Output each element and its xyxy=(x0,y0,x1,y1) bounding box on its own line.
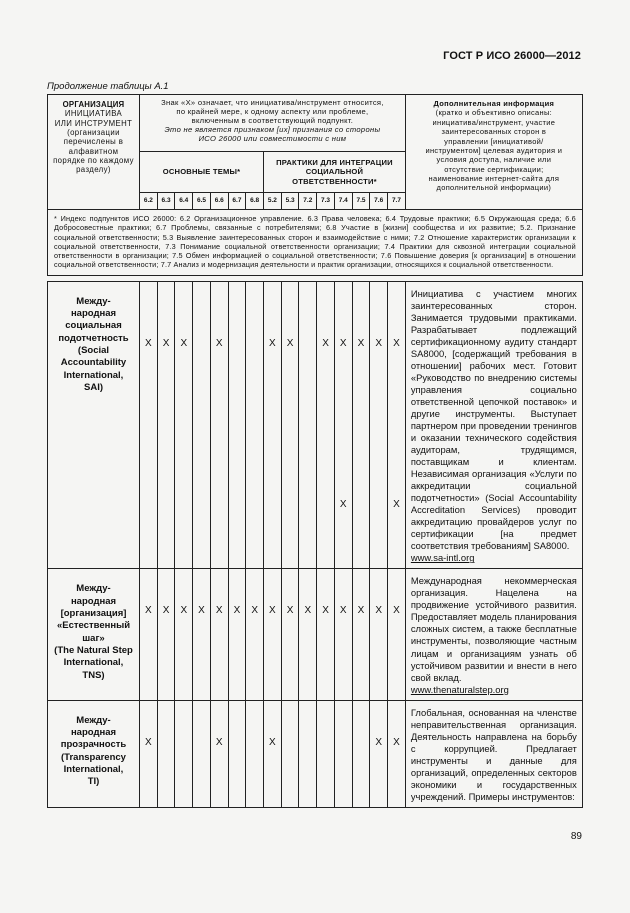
clause-number-cell: 7.5 xyxy=(352,193,370,210)
applicability-cell xyxy=(246,281,264,569)
table-continuation-caption: Продолжение таблицы А.1 xyxy=(47,81,169,92)
clause-number-cell: 5.3 xyxy=(281,193,299,210)
x-mark: X xyxy=(269,337,276,349)
applicability-cell xyxy=(246,700,264,807)
applicability-cell xyxy=(317,700,335,807)
applicability-cell xyxy=(370,281,388,569)
applicability-cell xyxy=(264,281,282,569)
applicability-cell xyxy=(210,569,228,700)
x-mark-explanation: Знак «X» означает, что инициатива/инструмент относится, по крайней мере, к одному аспекту или проблеме, включенным в соответствующий подпункт. Это не является признаком [их] признания со стороны ИСО 26000 или совместимости с ним xyxy=(140,95,406,152)
organization-name: Между- народная [организация] «Естественный шаг» (The Natural Step International, TNS) xyxy=(48,569,140,700)
description-text: Международная некоммерческая организация. Нацелена на продвижение устойчивого развития. Предоставляет модель планирования сложных систем, а также бесплатные инструменты, позволяющие частным лицам и организациям узнать об устойчивом развитии и внести в него свой вклад. xyxy=(410,575,577,683)
x-mark: X xyxy=(145,736,152,748)
x-mark: X xyxy=(162,337,170,349)
x-mark: X xyxy=(215,605,223,617)
table-row xyxy=(48,569,583,700)
applicability-cell xyxy=(370,569,388,700)
applicability-cell xyxy=(264,569,282,700)
clause-number-cell: 7.7 xyxy=(388,193,406,210)
additional-information xyxy=(405,281,582,569)
x-mark: X xyxy=(339,605,347,617)
organization-name: Между- народная социальная подотчетность (Social Accountability International, SAI) xyxy=(48,281,140,569)
applicability-cell xyxy=(157,700,175,807)
table-row xyxy=(48,281,583,569)
applicability-cell xyxy=(388,569,406,700)
applicability-cell xyxy=(281,569,299,700)
applicability-cell xyxy=(140,569,158,700)
applicability-cell xyxy=(334,700,352,807)
organization-name: Между- народная прозрачность (Transparency International, TI) xyxy=(48,700,140,807)
x-mark: X xyxy=(162,605,170,617)
applicability-cell xyxy=(299,700,317,807)
x-mark: X xyxy=(269,736,276,748)
clause-number-cell: 7.2 xyxy=(299,193,317,210)
applicability-cell xyxy=(388,281,406,569)
org-column-header: ОРГАНИЗАЦИЯ ИНИЦИАТИВА ИЛИ ИНСТРУМЕНТ (организации перечислены в алфавитном порядке по каждому разделу) xyxy=(48,95,140,210)
clause-number-cell: 7.6 xyxy=(370,193,388,210)
applicability-cell xyxy=(140,281,158,569)
applicability-cell xyxy=(264,700,282,807)
applicability-cell xyxy=(352,281,370,569)
applicability-cell xyxy=(388,700,406,807)
clause-number-cell: 6.7 xyxy=(228,193,246,210)
table-row xyxy=(48,700,583,807)
x-mark: X xyxy=(180,337,188,349)
applicability-cell xyxy=(228,569,246,700)
x-mark: X xyxy=(393,337,400,349)
clause-number-cell: 6.3 xyxy=(157,193,175,210)
applicability-cell xyxy=(210,281,228,569)
additional-information xyxy=(405,569,582,700)
applicability-cell xyxy=(175,569,193,700)
x-mark: X xyxy=(251,605,258,617)
applicability-cell xyxy=(193,569,211,700)
clause-number-cell: 6.5 xyxy=(193,193,211,210)
x-mark: X xyxy=(198,605,205,617)
x-mark: X xyxy=(339,337,347,349)
applicability-cell xyxy=(193,281,211,569)
standards-table xyxy=(47,94,583,808)
additional-information xyxy=(405,700,582,807)
clause-number-cell: 6.4 xyxy=(175,193,193,210)
applicability-cell xyxy=(299,569,317,700)
clause-number-cell: 6.2 xyxy=(140,193,158,210)
x-mark: X xyxy=(215,337,223,349)
applicability-cell xyxy=(140,700,158,807)
applicability-cell xyxy=(352,700,370,807)
applicability-cell xyxy=(281,700,299,807)
x-mark: X xyxy=(286,605,294,617)
x-mark: X xyxy=(215,736,223,748)
document-header: ГОСТ Р ИСО 26000—2012 xyxy=(443,50,581,62)
x-mark: X xyxy=(375,337,383,349)
page-number: 89 xyxy=(570,831,582,842)
x-mark: X xyxy=(393,736,400,748)
x-mark: X xyxy=(145,337,152,349)
applicability-cell xyxy=(175,281,193,569)
applicability-cell xyxy=(334,281,352,569)
x-mark: X xyxy=(269,605,276,617)
clause-number-cell: 5.2 xyxy=(264,193,282,210)
x-mark: X xyxy=(339,498,347,510)
applicability-cell xyxy=(281,281,299,569)
x-mark: X xyxy=(233,605,241,617)
applicability-cell xyxy=(299,281,317,569)
clause-number-cell: 7.3 xyxy=(317,193,335,210)
applicability-cell xyxy=(370,700,388,807)
applicability-cell xyxy=(228,700,246,807)
x-mark: X xyxy=(145,605,152,617)
x-mark: X xyxy=(375,736,383,748)
clause-number-cell: 6.8 xyxy=(246,193,264,210)
x-mark: X xyxy=(357,337,365,349)
applicability-cell xyxy=(317,281,335,569)
applicability-cell xyxy=(246,569,264,700)
clause-number-cell: 7.4 xyxy=(334,193,352,210)
footnote-row xyxy=(48,210,583,276)
x-mark: X xyxy=(357,605,365,617)
header-row-1 xyxy=(48,95,583,152)
description-text: Глобальная, основанная на членстве неправительственная организация. Деятельность направлена на борьбу с коррупцией. Предлагает инструменты и данные для организаций, определенных секторов экономики и государственных учреждений. Примеры инструментов: xyxy=(410,706,577,802)
website-link[interactable]: www.thenaturalstep.org xyxy=(410,683,509,695)
clause-index-footnote: * Индекс подпунктов ИСО 26000: 6.2 Организационное управление. 6.3 Права человека; 6.4 Трудовые практики; 6.5 Окружающая среда; 6.6 Добросовестные практики; 6.7 Проблемы, связанные с потребителями; 6.8 Участие в [жизни] сообщества и их развитие; 5.2. Признание социальной ответственности; 5.3 Выявление заинтересованных сторон и взаимодействие с ними; 7.2 Отношение характеристик организации к социальной ответственности, 7.3 Понимание социальной ответственности организации; 7.4 Практики для сквозной интеграции социальной ответственности в организации; 7.5 Обмен информацией о социальной ответственности; 7.6 Повышение доверия [к организации] в отношении социальной ответственности; 7.7 Анализ и модернизация деятельности и практик организации, относящихся к социальной ответственности. xyxy=(48,210,583,276)
website-link[interactable]: www.sa-intl.org xyxy=(410,552,475,564)
applicability-cell xyxy=(317,569,335,700)
applicability-cell xyxy=(175,700,193,807)
x-mark: X xyxy=(180,605,188,617)
x-mark: X xyxy=(393,498,400,510)
x-mark: X xyxy=(322,605,329,617)
core-subjects-group: ОСНОВНЫЕ ТЕМЫ* xyxy=(140,152,264,193)
applicability-cell xyxy=(210,700,228,807)
x-mark: X xyxy=(322,337,329,349)
applicability-cell xyxy=(157,569,175,700)
applicability-cell xyxy=(352,569,370,700)
description-text: Инициатива с участием многих заинтересованных сторон. Занимается трудовыми практиками. Разрабатывает подлежащий сертификационному аудиту стандарт SA8000, [содержащий требования в отношении] рабочих мест. Готовит «Руководство по внедрению системы управления социально ответственной цепочкой поставок» и другие инструменты. Выступает партнером при проведении тренингов и оказании технического содействия аудиторам, трудящимся, поставщикам и клиентам. Независимая организация «Услуги по аккредитации социальной подотчетности» (Social Accountability Accreditation Services) проводит аккредитацию провайдеров услуг по сертификации [на предмет соответствия требованиям] SA8000. xyxy=(410,287,577,552)
x-mark: X xyxy=(286,337,294,349)
integration-practices-group: ПРАКТИКИ ДЛЯ ИНТЕГРАЦИИ СОЦИАЛЬНОЙ ОТВЕТСТВЕННОСТИ* xyxy=(264,152,406,193)
x-mark: X xyxy=(375,605,383,617)
applicability-cell xyxy=(334,569,352,700)
info-column-header: Дополнительная информация (кратко и объективно описаны: инициатива/инструмент, участие заинтересованных сторон в управлении [инициативой/ инструментом] целевая аудитория и условия доступа, наличие или отсутствие сертификации; наименование интернет-сайта для дополнительной информации) xyxy=(405,95,582,210)
clause-number-cell: 6.6 xyxy=(210,193,228,210)
applicability-cell xyxy=(228,281,246,569)
applicability-cell xyxy=(157,281,175,569)
x-mark: X xyxy=(393,605,400,617)
x-mark: X xyxy=(304,605,312,617)
applicability-cell xyxy=(193,700,211,807)
